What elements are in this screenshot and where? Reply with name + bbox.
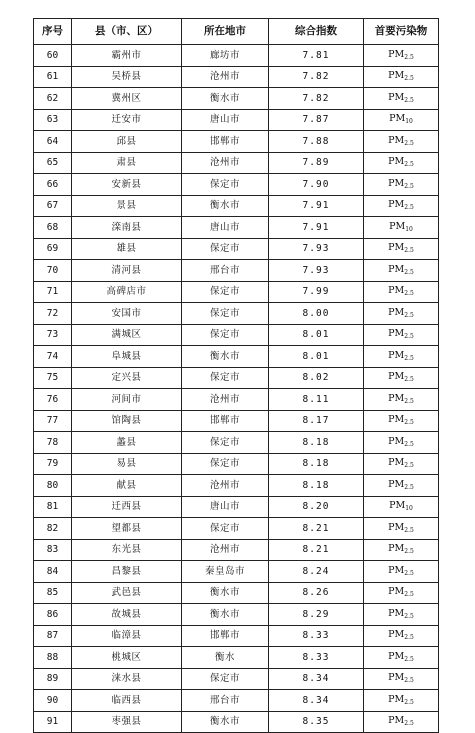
pollutant-subscript: 2.5 [404,612,414,620]
pollutant-name: PM [388,543,405,555]
header-city: 所在地市 [182,19,269,45]
pollutant-name: PM [388,564,405,576]
table-row [34,432,439,454]
pollutant-subscript: 2.5 [404,290,414,298]
pollutant-subscript: 2.5 [404,720,414,728]
row-composite-index: 8.33 [269,625,364,647]
pollutant-subscript: 2.5 [404,376,414,384]
row-serial-number: 84 [34,561,72,583]
pollutant-subscript: 2.5 [404,526,414,534]
row-county: 肃县 [72,152,182,174]
row-county: 滦南县 [72,217,182,239]
table-row [34,346,439,368]
row-serial-number: 73 [34,324,72,346]
row-city: 保定市 [182,281,269,303]
row-county: 东光县 [72,539,182,561]
row-primary-pollutant [364,604,439,626]
row-city: 保定市 [182,367,269,389]
table-row [34,690,439,712]
row-serial-number: 79 [34,453,72,475]
table-row [34,109,439,131]
row-serial-number: 80 [34,475,72,497]
row-primary-pollutant [364,174,439,196]
row-city: 唐山市 [182,217,269,239]
row-composite-index: 8.20 [269,496,364,518]
row-county: 望都县 [72,518,182,540]
row-city: 唐山市 [182,109,269,131]
row-city: 衡水市 [182,346,269,368]
row-county: 定兴县 [72,367,182,389]
pollutant-name: PM [388,306,405,318]
pollutant-name: PM [388,134,405,146]
table-row [34,475,439,497]
row-composite-index: 8.24 [269,561,364,583]
pollutant-name: PM [388,285,405,297]
row-serial-number: 61 [34,66,72,88]
row-county: 枣强县 [72,711,182,733]
row-primary-pollutant [364,66,439,88]
row-county: 吴桥县 [72,66,182,88]
row-composite-index: 7.82 [269,88,364,110]
table-row [34,604,439,626]
row-serial-number: 72 [34,303,72,325]
pollutant-name: PM [388,199,405,211]
row-serial-number: 91 [34,711,72,733]
table-row [34,453,439,475]
row-primary-pollutant [364,195,439,217]
pollutant-name: PM [388,392,405,404]
row-county: 献县 [72,475,182,497]
pollutant-name: PM [388,586,405,598]
pollutant-subscript: 2.5 [404,268,414,276]
row-primary-pollutant [364,389,439,411]
table-row [34,281,439,303]
row-primary-pollutant [364,217,439,239]
row-county: 邱县 [72,131,182,153]
table-row [34,131,439,153]
row-serial-number: 88 [34,647,72,669]
row-composite-index: 7.93 [269,260,364,282]
table-body [34,45,439,733]
row-city: 唐山市 [182,496,269,518]
table-row [34,260,439,282]
row-county: 雄县 [72,238,182,260]
row-county: 桃城区 [72,647,182,669]
row-primary-pollutant [364,88,439,110]
row-serial-number: 70 [34,260,72,282]
pollutant-subscript: 10 [405,505,413,513]
row-county: 临漳县 [72,625,182,647]
row-city: 衡水市 [182,604,269,626]
row-composite-index: 8.21 [269,518,364,540]
table-row [34,389,439,411]
row-serial-number: 87 [34,625,72,647]
row-city: 保定市 [182,453,269,475]
row-primary-pollutant [364,475,439,497]
row-city: 邯郸市 [182,410,269,432]
row-city: 沧州市 [182,389,269,411]
row-composite-index: 8.29 [269,604,364,626]
row-serial-number: 90 [34,690,72,712]
row-composite-index: 8.01 [269,346,364,368]
row-serial-number: 64 [34,131,72,153]
pollutant-name: PM [388,91,405,103]
row-serial-number: 74 [34,346,72,368]
table-row [34,518,439,540]
table-row [34,88,439,110]
pollutant-name: PM [389,220,406,232]
table-header-row [34,19,439,45]
row-primary-pollutant [364,281,439,303]
row-serial-number: 68 [34,217,72,239]
table-row [34,711,439,733]
header-composite-index: 综合指数 [269,19,364,45]
pollutant-subscript: 2.5 [404,75,414,83]
row-primary-pollutant [364,109,439,131]
table-row [34,174,439,196]
row-primary-pollutant [364,647,439,669]
row-primary-pollutant [364,453,439,475]
pollutant-subscript: 2.5 [404,698,414,706]
row-serial-number: 62 [34,88,72,110]
table-row [34,303,439,325]
row-composite-index: 8.02 [269,367,364,389]
row-primary-pollutant [364,582,439,604]
pollutant-name: PM [388,435,405,447]
row-county: 阜城县 [72,346,182,368]
row-serial-number: 77 [34,410,72,432]
row-composite-index: 8.17 [269,410,364,432]
row-composite-index: 8.01 [269,324,364,346]
row-primary-pollutant [364,432,439,454]
row-serial-number: 75 [34,367,72,389]
pollutant-name: PM [388,607,405,619]
row-city: 沧州市 [182,152,269,174]
pollutant-subscript: 2.5 [404,139,414,147]
pollutant-subscript: 2.5 [404,569,414,577]
air-quality-ranking-table [33,18,439,733]
pollutant-name: PM [388,242,405,254]
row-city: 秦皇岛市 [182,561,269,583]
row-primary-pollutant [364,303,439,325]
row-primary-pollutant [364,238,439,260]
row-city: 保定市 [182,174,269,196]
pollutant-subscript: 2.5 [404,397,414,405]
row-primary-pollutant [364,539,439,561]
header-county: 县（市、区） [72,19,182,45]
row-composite-index: 8.34 [269,690,364,712]
table-row [34,66,439,88]
header-primary-pollutant: 首要污染物 [364,19,439,45]
row-primary-pollutant [364,561,439,583]
row-county: 景县 [72,195,182,217]
row-city: 衡水市 [182,582,269,604]
row-primary-pollutant [364,260,439,282]
row-composite-index: 8.35 [269,711,364,733]
row-primary-pollutant [364,518,439,540]
table-row [34,324,439,346]
pollutant-name: PM [388,70,405,82]
pollutant-subscript: 2.5 [404,440,414,448]
row-city: 邯郸市 [182,131,269,153]
pollutant-subscript: 2.5 [404,462,414,470]
table-row [34,367,439,389]
row-composite-index: 7.89 [269,152,364,174]
row-serial-number: 65 [34,152,72,174]
row-composite-index: 8.18 [269,432,364,454]
pollutant-name: PM [388,371,405,383]
row-composite-index: 8.00 [269,303,364,325]
table-row [34,496,439,518]
pollutant-name: PM [388,48,405,60]
pollutant-subscript: 2.5 [404,161,414,169]
row-county: 河间市 [72,389,182,411]
row-county: 霸州市 [72,45,182,67]
row-primary-pollutant [364,324,439,346]
pollutant-name: PM [388,650,405,662]
pollutant-name: PM [388,328,405,340]
row-city: 沧州市 [182,475,269,497]
header-serial-number: 序号 [34,19,72,45]
row-composite-index: 7.87 [269,109,364,131]
row-county: 故城县 [72,604,182,626]
table-row [34,539,439,561]
row-county: 冀州区 [72,88,182,110]
row-city: 沧州市 [182,539,269,561]
row-county: 安国市 [72,303,182,325]
pollutant-name: PM [388,349,405,361]
row-city: 邯郸市 [182,625,269,647]
table-row [34,647,439,669]
row-composite-index: 8.21 [269,539,364,561]
row-county: 武邑县 [72,582,182,604]
table-row [34,217,439,239]
row-county: 馆陶县 [72,410,182,432]
pollutant-name: PM [389,113,406,125]
pollutant-subscript: 10 [405,225,413,233]
row-primary-pollutant [364,711,439,733]
row-city: 保定市 [182,324,269,346]
pollutant-subscript: 2.5 [404,677,414,685]
pollutant-name: PM [388,263,405,275]
pollutant-name: PM [388,177,405,189]
pollutant-subscript: 2.5 [404,483,414,491]
row-city: 保定市 [182,303,269,325]
row-primary-pollutant [364,131,439,153]
row-city: 保定市 [182,432,269,454]
row-city: 邢台市 [182,690,269,712]
row-county: 迁安市 [72,109,182,131]
pollutant-subscript: 2.5 [404,591,414,599]
row-county: 涞水县 [72,668,182,690]
row-serial-number: 66 [34,174,72,196]
row-city: 衡水市 [182,195,269,217]
pollutant-name: PM [388,693,405,705]
row-composite-index: 8.11 [269,389,364,411]
row-county: 高碑店市 [72,281,182,303]
row-serial-number: 78 [34,432,72,454]
row-county: 蠡县 [72,432,182,454]
row-primary-pollutant [364,625,439,647]
table-row [34,238,439,260]
row-city: 衡水 [182,647,269,669]
pollutant-subscript: 2.5 [404,548,414,556]
pollutant-name: PM [388,521,405,533]
table-row [34,668,439,690]
row-composite-index: 7.88 [269,131,364,153]
row-primary-pollutant [364,152,439,174]
row-serial-number: 81 [34,496,72,518]
table-row [34,152,439,174]
row-city: 衡水市 [182,711,269,733]
row-composite-index: 7.81 [269,45,364,67]
table-row [34,45,439,67]
table-row [34,410,439,432]
row-composite-index: 8.34 [269,668,364,690]
pollutant-subscript: 2.5 [404,53,414,61]
pollutant-name: PM [388,672,405,684]
pollutant-subscript: 2.5 [404,634,414,642]
row-serial-number: 69 [34,238,72,260]
row-serial-number: 67 [34,195,72,217]
row-composite-index: 7.91 [269,195,364,217]
row-serial-number: 76 [34,389,72,411]
row-primary-pollutant [364,45,439,67]
row-city: 衡水市 [182,88,269,110]
row-city: 廊坊市 [182,45,269,67]
pollutant-subscript: 2.5 [404,333,414,341]
row-primary-pollutant [364,496,439,518]
row-county: 易县 [72,453,182,475]
row-city: 保定市 [182,668,269,690]
pollutant-name: PM [388,478,405,490]
row-serial-number: 83 [34,539,72,561]
row-city: 沧州市 [182,66,269,88]
pollutant-name: PM [389,500,406,512]
row-city: 保定市 [182,238,269,260]
pollutant-subscript: 2.5 [404,419,414,427]
row-primary-pollutant [364,410,439,432]
row-composite-index: 8.18 [269,475,364,497]
row-county: 满城区 [72,324,182,346]
table-row [34,625,439,647]
pollutant-name: PM [388,457,405,469]
row-serial-number: 82 [34,518,72,540]
row-composite-index: 8.18 [269,453,364,475]
pollutant-subscript: 10 [405,118,413,126]
pollutant-subscript: 2.5 [404,655,414,663]
row-primary-pollutant [364,668,439,690]
row-composite-index: 7.99 [269,281,364,303]
pollutant-subscript: 2.5 [404,204,414,212]
row-city: 保定市 [182,518,269,540]
pollutant-name: PM [388,715,405,727]
pollutant-subscript: 2.5 [404,354,414,362]
row-county: 安新县 [72,174,182,196]
row-composite-index: 8.26 [269,582,364,604]
row-serial-number: 86 [34,604,72,626]
row-county: 昌黎县 [72,561,182,583]
pollutant-name: PM [388,156,405,168]
row-primary-pollutant [364,367,439,389]
pollutant-name: PM [388,414,405,426]
row-serial-number: 89 [34,668,72,690]
pollutant-subscript: 2.5 [404,247,414,255]
row-county: 临西县 [72,690,182,712]
row-composite-index: 8.33 [269,647,364,669]
row-serial-number: 71 [34,281,72,303]
row-composite-index: 7.91 [269,217,364,239]
table-row [34,195,439,217]
row-primary-pollutant [364,690,439,712]
row-county: 清河县 [72,260,182,282]
row-serial-number: 85 [34,582,72,604]
row-composite-index: 7.90 [269,174,364,196]
row-county: 迁西县 [72,496,182,518]
row-primary-pollutant [364,346,439,368]
row-city: 邢台市 [182,260,269,282]
table-row [34,582,439,604]
table-row [34,561,439,583]
row-serial-number: 60 [34,45,72,67]
pollutant-name: PM [388,629,405,641]
pollutant-subscript: 2.5 [404,311,414,319]
row-serial-number: 63 [34,109,72,131]
row-composite-index: 7.82 [269,66,364,88]
row-composite-index: 7.93 [269,238,364,260]
pollutant-subscript: 2.5 [404,182,414,190]
pollutant-subscript: 2.5 [404,96,414,104]
